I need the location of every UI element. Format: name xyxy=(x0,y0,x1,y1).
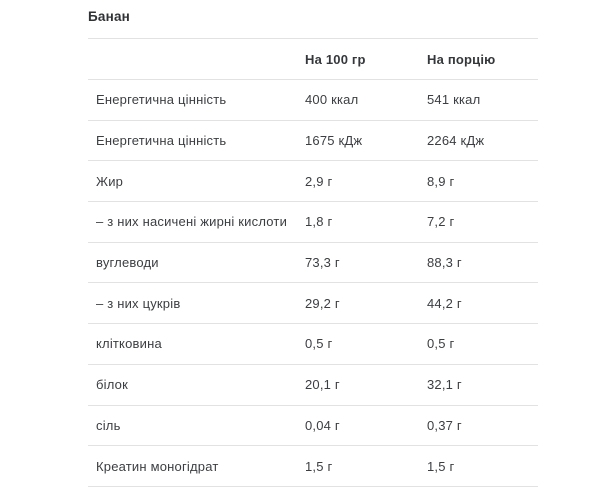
nutrient-value-per-100g: 0,5 г xyxy=(305,324,427,365)
table-row xyxy=(88,120,538,161)
nutrient-value-per-100g: 29,2 г xyxy=(305,283,427,324)
column-header-per-serving: На порцію xyxy=(427,39,538,80)
nutrient-value-per-serving: 32,1 г xyxy=(427,364,538,405)
table-row xyxy=(88,242,538,283)
table-row xyxy=(88,283,538,324)
nutrient-label: Креатин моногідрат xyxy=(88,446,305,487)
nutrient-label: – з них насичені жирні кислоти xyxy=(88,202,305,243)
product-title: Банан xyxy=(88,9,131,24)
table-row xyxy=(88,80,538,121)
nutrient-label: білок xyxy=(88,364,305,405)
nutrient-value-per-serving: 541 ккал xyxy=(427,80,538,121)
table-row xyxy=(88,324,538,365)
column-header-empty xyxy=(88,39,305,80)
nutrient-value-per-100g: 0,04 г xyxy=(305,405,427,446)
nutrient-value-per-serving: 88,3 г xyxy=(427,242,538,283)
table-row xyxy=(88,161,538,202)
nutrient-value-per-serving: 0,37 г xyxy=(427,405,538,446)
column-header-per-100g: На 100 гр xyxy=(305,39,427,80)
nutrient-label: Жир xyxy=(88,161,305,202)
table-header-row xyxy=(88,39,538,80)
nutrient-value-per-serving: 0,5 г xyxy=(427,324,538,365)
table-row xyxy=(88,405,538,446)
nutrient-value-per-serving: 44,2 г xyxy=(427,283,538,324)
nutrient-label: – з них цукрів xyxy=(88,283,305,324)
nutrient-label: клітковина xyxy=(88,324,305,365)
nutrient-value-per-100g: 400 ккал xyxy=(305,80,427,121)
table-row xyxy=(88,446,538,487)
nutrient-value-per-100g: 2,9 г xyxy=(305,161,427,202)
nutrient-value-per-100g: 20,1 г xyxy=(305,364,427,405)
nutrient-value-per-serving: 8,9 г xyxy=(427,161,538,202)
nutrition-table xyxy=(88,38,538,487)
nutrient-value-per-serving: 2264 кДж xyxy=(427,120,538,161)
nutrient-value-per-serving: 1,5 г xyxy=(427,446,538,487)
nutrient-label: Енергетична цінність xyxy=(88,120,305,161)
nutrient-value-per-100g: 73,3 г xyxy=(305,242,427,283)
nutrient-value-per-100g: 1,5 г xyxy=(305,446,427,487)
nutrient-value-per-serving: 7,2 г xyxy=(427,202,538,243)
nutrient-label: вуглеводи xyxy=(88,242,305,283)
nutrient-label: Енергетична цінність xyxy=(88,80,305,121)
nutrition-panel xyxy=(88,9,538,487)
nutrient-value-per-100g: 1,8 г xyxy=(305,202,427,243)
table-row xyxy=(88,364,538,405)
table-row xyxy=(88,202,538,243)
nutrient-label: сіль xyxy=(88,405,305,446)
nutrient-value-per-100g: 1675 кДж xyxy=(305,120,427,161)
